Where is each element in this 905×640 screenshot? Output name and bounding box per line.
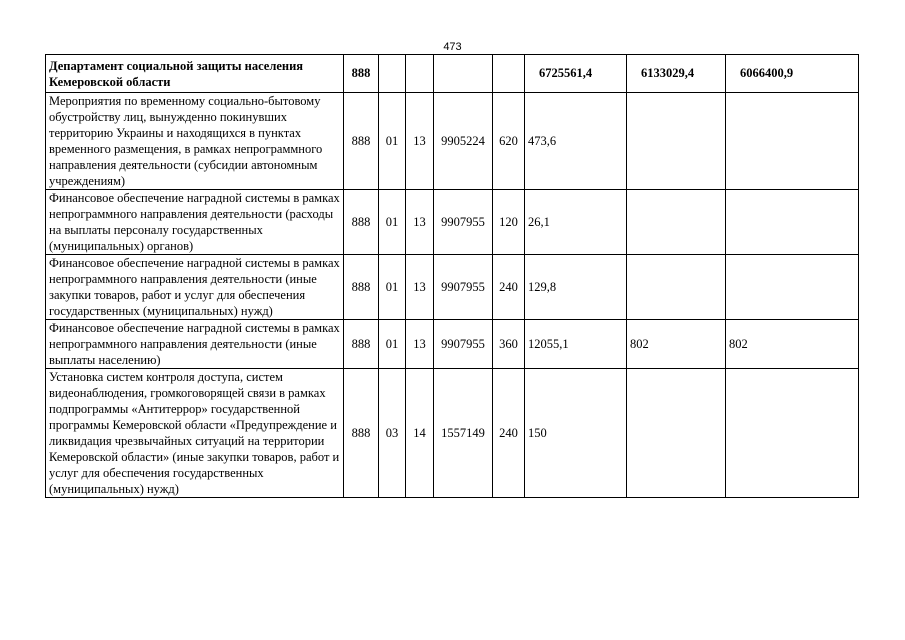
amount-3 — [726, 255, 859, 320]
subsection-code: 13 — [406, 93, 434, 190]
ministry-code: 888 — [344, 255, 379, 320]
target-article-code — [434, 55, 493, 93]
subsection-code — [406, 55, 434, 93]
target-article-code: 9905224 — [434, 93, 493, 190]
amount-1: 150 — [525, 369, 627, 498]
section-code: 01 — [379, 190, 406, 255]
subsection-code: 13 — [406, 255, 434, 320]
amount-2 — [627, 255, 726, 320]
section-code: 01 — [379, 320, 406, 369]
target-article-code: 9907955 — [434, 190, 493, 255]
target-article-code: 9907955 — [434, 255, 493, 320]
expense-type-code: 240 — [493, 255, 525, 320]
amount-3 — [726, 190, 859, 255]
amount-1: 12055,1 — [525, 320, 627, 369]
amount-2 — [627, 369, 726, 498]
amount-2: 802 — [627, 320, 726, 369]
amount-3: 6066400,9 — [726, 55, 859, 93]
table-row — [46, 369, 859, 498]
amount-1: 6725561,4 — [525, 55, 627, 93]
amount-3 — [726, 93, 859, 190]
ministry-code: 888 — [344, 320, 379, 369]
amount-1: 26,1 — [525, 190, 627, 255]
subsection-code: 14 — [406, 369, 434, 498]
expense-description: Финансовое обеспечение наградной системы в рамках непрограммного направления деятельности (расходы на выплаты персоналу государственных (муниципальных) органов) — [46, 190, 344, 255]
expense-description: Установка систем контроля доступа, систем видеонаблюдения, громкоговорящей связи в рамках подпрограммы «Антитеррор» государственной программы Кемеровской области «Предупреждение и ликвидация чрезвычайных ситуаций на территории Кемеровской области» (иные закупки товаров, работ и услуг для обеспечения государственных (муниципальных) нужд) — [46, 369, 344, 498]
subsection-code: 13 — [406, 190, 434, 255]
target-article-code: 9907955 — [434, 320, 493, 369]
section-code — [379, 55, 406, 93]
section-code: 01 — [379, 93, 406, 190]
section-code: 03 — [379, 369, 406, 498]
page-number: 473 — [443, 41, 462, 53]
ministry-code: 888 — [344, 93, 379, 190]
ministry-code: 888 — [344, 369, 379, 498]
department-name: Департамент социальной защиты населения Кемеровской области — [46, 55, 344, 93]
amount-2 — [627, 190, 726, 255]
table-row — [46, 320, 859, 369]
budget-table — [45, 54, 859, 498]
table-header-row — [46, 55, 859, 93]
expense-description: Финансовое обеспечение наградной системы в рамках непрограммного направления деятельности (иные закупки товаров, работ и услуг для обеспечения государственных (муниципальных) нужд) — [46, 255, 344, 320]
section-code: 01 — [379, 255, 406, 320]
expense-type-code: 620 — [493, 93, 525, 190]
amount-3 — [726, 369, 859, 498]
expense-type-code — [493, 55, 525, 93]
table-row — [46, 93, 859, 190]
subsection-code: 13 — [406, 320, 434, 369]
table-row — [46, 255, 859, 320]
expense-type-code: 360 — [493, 320, 525, 369]
expense-type-code: 240 — [493, 369, 525, 498]
expense-description: Мероприятия по временному социально-бытовому обустройству лиц, вынужденно покинувших территорию Украины и находящихся в пунктах временного размещения, в рамках непрограммного направления деятельности (субсидии автономным учреждениям) — [46, 93, 344, 190]
amount-1: 129,8 — [525, 255, 627, 320]
table-row — [46, 190, 859, 255]
amount-3: 802 — [726, 320, 859, 369]
amount-2: 6133029,4 — [627, 55, 726, 93]
amount-1: 473,6 — [525, 93, 627, 190]
expense-description: Финансовое обеспечение наградной системы в рамках непрограммного направления деятельности (иные выплаты населению) — [46, 320, 344, 369]
target-article-code: 1557149 — [434, 369, 493, 498]
expense-type-code: 120 — [493, 190, 525, 255]
ministry-code: 888 — [344, 190, 379, 255]
ministry-code: 888 — [344, 55, 379, 93]
amount-2 — [627, 93, 726, 190]
